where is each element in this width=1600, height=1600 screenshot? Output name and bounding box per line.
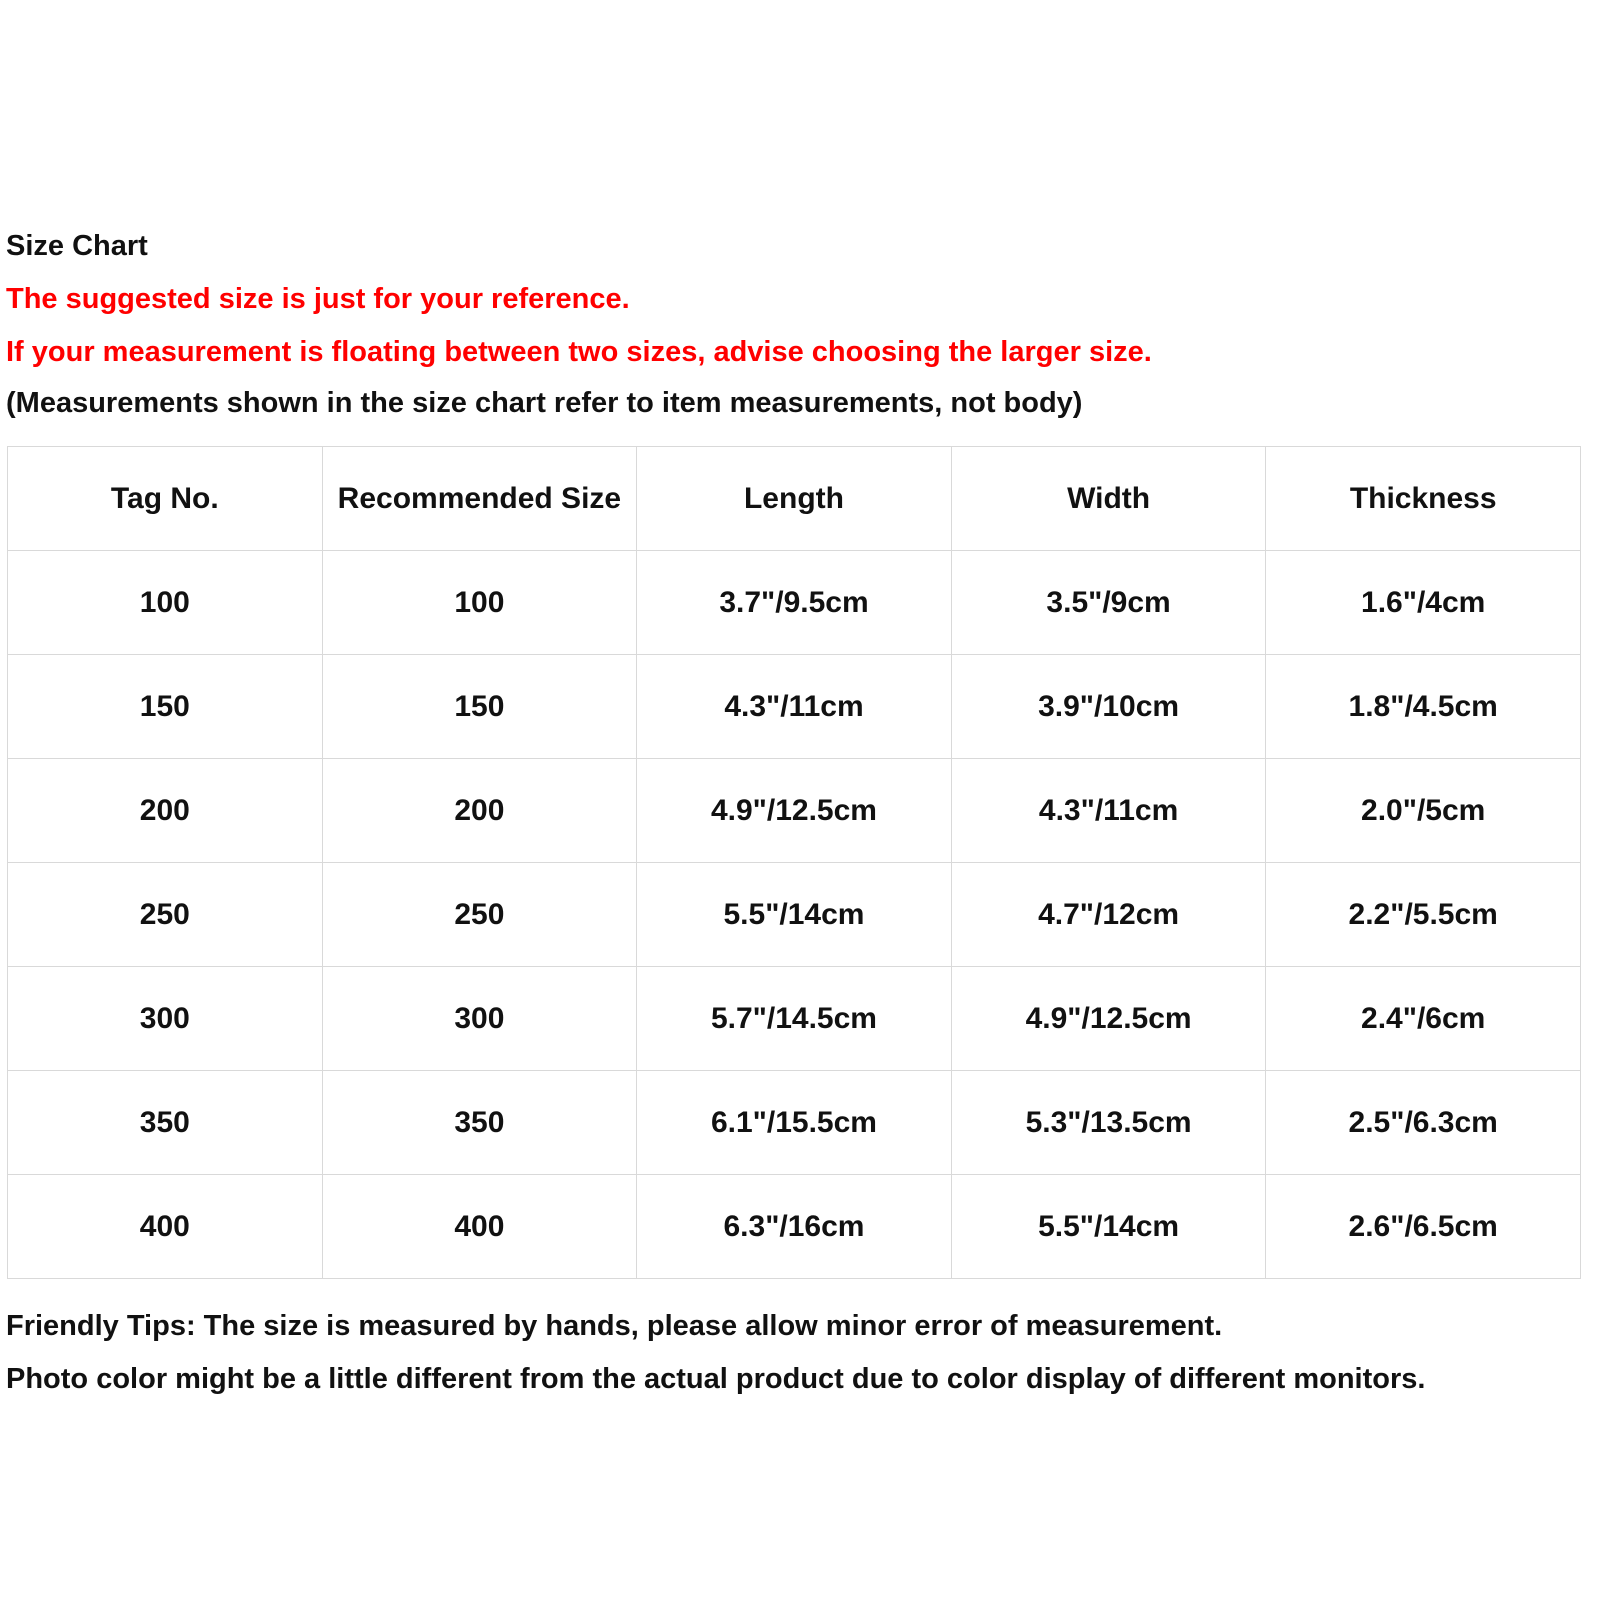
page-title: Size Chart [6,230,148,262]
recommended-size-cell: 300 [322,967,637,1071]
column-header-length: Length [637,447,952,551]
tag-no-cell: 350 [8,1071,323,1175]
length-cell: 6.3"/16cm [637,1175,952,1279]
column-header-recommended-size: Recommended Size [322,447,637,551]
tag-no-cell: 200 [8,759,323,863]
width-cell: 3.9"/10cm [951,655,1266,759]
length-cell: 4.3"/11cm [637,655,952,759]
length-cell: 5.7"/14.5cm [637,967,952,1071]
thickness-cell: 1.8"/4.5cm [1266,655,1581,759]
column-header-thickness: Thickness [1266,447,1581,551]
width-cell: 5.3"/13.5cm [951,1071,1266,1175]
thickness-cell: 2.5"/6.3cm [1266,1071,1581,1175]
width-cell: 4.9"/12.5cm [951,967,1266,1071]
length-cell: 3.7"/9.5cm [637,551,952,655]
table-row [8,551,1581,655]
table-row [8,863,1581,967]
length-cell: 4.9"/12.5cm [637,759,952,863]
tag-no-cell: 150 [8,655,323,759]
recommended-size-cell: 350 [322,1071,637,1175]
thickness-cell: 2.6"/6.5cm [1266,1175,1581,1279]
friendly-tip-color: Photo color might be a little different from the actual product due to color display of different monitors. [6,1363,1426,1395]
tag-no-cell: 100 [8,551,323,655]
measurement-note: (Measurements shown in the size chart refer to item measurements, not body) [6,387,1083,419]
size-table [7,446,1581,1279]
table-header-row [8,447,1581,551]
tag-no-cell: 400 [8,1175,323,1279]
width-cell: 3.5"/9cm [951,551,1266,655]
recommended-size-cell: 150 [322,655,637,759]
table-row [8,1175,1581,1279]
recommended-size-cell: 200 [322,759,637,863]
table-row [8,655,1581,759]
length-cell: 6.1"/15.5cm [637,1071,952,1175]
width-cell: 5.5"/14cm [951,1175,1266,1279]
recommended-size-cell: 250 [322,863,637,967]
thickness-cell: 2.0"/5cm [1266,759,1581,863]
recommended-size-cell: 400 [322,1175,637,1279]
reference-note: The suggested size is just for your reference. [6,283,630,315]
length-cell: 5.5"/14cm [637,863,952,967]
table-row [8,967,1581,1071]
width-cell: 4.3"/11cm [951,759,1266,863]
column-header-width: Width [951,447,1266,551]
table-row [8,759,1581,863]
column-header-tag-no: Tag No. [8,447,323,551]
thickness-cell: 2.4"/6cm [1266,967,1581,1071]
recommended-size-cell: 100 [322,551,637,655]
friendly-tip-measurement: Friendly Tips: The size is measured by hands, please allow minor error of measurement. [6,1310,1223,1342]
larger-size-advice: If your measurement is floating between two sizes, advise choosing the larger size. [6,336,1152,368]
table-row [8,1071,1581,1175]
thickness-cell: 2.2"/5.5cm [1266,863,1581,967]
tag-no-cell: 250 [8,863,323,967]
width-cell: 4.7"/12cm [951,863,1266,967]
thickness-cell: 1.6"/4cm [1266,551,1581,655]
tag-no-cell: 300 [8,967,323,1071]
